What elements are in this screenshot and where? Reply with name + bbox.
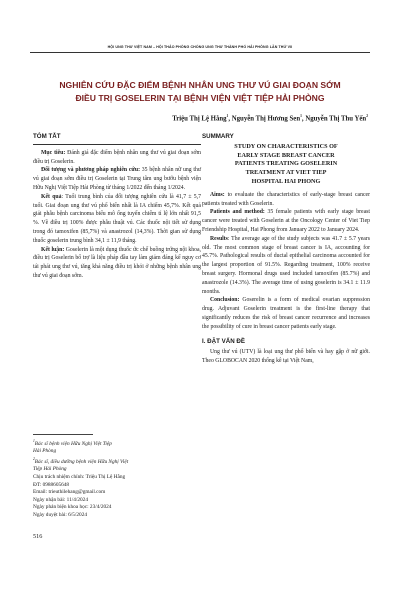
abstract-conclusion	[33, 246, 201, 281]
results-label: Results	[210, 235, 228, 242]
affiliation-1	[33, 438, 201, 448]
aims-text: to evaluate the characteristics of early-stage breast cancer patients treated with Goselerin.	[202, 191, 370, 207]
aims-label: Aims:	[210, 191, 225, 198]
conclusion-label: Kết luận:	[41, 246, 65, 253]
results-text: : Tuổi trung bình của đối tượng nghiên cứu là 41,7 ± 5,7 tuổi. Giai đoạn ung thư vú phổ biến nhất là IA chiếm 45,7%. Kết quả giải phẫu bệnh carcinoma biểu mô ống tuyến chiếm tỉ lệ lớn nhất 91,5 %. Về điều trị 100% được phẫu thuật vú. Các thuốc nội tiết sử dụng trong đó tamoxifen (85,7%) và anastrozol (14,3%). Thời gian sử dụng thuốc goselerin trung bình 34,1 ± 11,9 tháng.	[33, 193, 201, 244]
summary-conclusion	[202, 296, 370, 331]
aim-text: Đánh giá đặc điểm bệnh nhân ung thư vú giai đoạn sớm điều trị Goselerin.	[33, 149, 201, 165]
author-list: Triệu Thị Lệ Hằng$^1$, Nguyễn Thị Hương Sen$^1$, Nguyễn Thị Thu Yến$^2$	[172, 114, 368, 123]
abstract-results	[33, 193, 201, 246]
results-text: : The average age of the study subjects was 41.7 ± 5.7 years old. The most common stage of breast cancer is IA, accounting for 45.7%. Pathological results of ductal epithelial carcinoma accounted for the largest proportion of 91.5%. Regarding treatment, 100% receive breast surgery. Hormonal drugs used included tamoxifen (85.7%) and anastrozole (14.3%). The average time of using goselerin is 34.1 ± 11.9 months.	[202, 235, 370, 295]
method-text: 35 bệnh nhân nữ ung thư vú giai đoạn sớm điều trị Goselerin tại Trung tâm ung bướu bệnh viện Hữu Nghị Việt Tiệp Hải Phòng từ tháng 1/2022 đến tháng 1/2024.	[33, 167, 201, 191]
author-affiliation-mark: 1	[300, 114, 302, 118]
summary-method	[202, 208, 370, 234]
page-number: 516	[33, 533, 43, 540]
results-label: Kết quả	[41, 193, 62, 200]
english-title-line: TREATMENT AT VIET TIEP	[245, 169, 327, 177]
author-name: Nguyễn Thị Hương Sen	[231, 115, 301, 123]
affiliation-1-cont: Hải Phòng	[33, 448, 57, 455]
affiliation-mark: 1	[33, 439, 35, 443]
abstract-aim	[33, 149, 201, 167]
affiliation-2-cont: Tiệp Hải Phòng	[33, 466, 67, 473]
english-title	[202, 143, 370, 187]
introduction-text: Ung thư vú (UTV) là loại ung thư phổ biến và hay gặp ở nữ giới. Theo GLOBOCAN 2020 thống kê tại Việt Nam,	[202, 349, 370, 365]
conclusion-label: Conclusion:	[210, 297, 240, 304]
title-line-1: NGHIÊN CỨU ĐẶC ĐIỂM BỆNH NHÂN UNG THƯ VÚ GIAI ĐOẠN SỚM	[59, 80, 341, 90]
affiliation-2-text: Bác sĩ, điều dưỡng bệnh viện Hữu Nghị Việt	[34, 458, 129, 465]
method-text: 35 female patients with early stage breast cancer were treated with Goselerin at the Oncology Center of Viet Tiep Friendship Hospital, Hai Phong from January 2022 to January 2024.	[202, 209, 370, 233]
introduction-heading: I. ĐẶT VẤN ĐỀ	[202, 337, 245, 345]
conclusion-text: Goselerin là một dụng thuốc ức chế buồng trứng nội khoa, điều trị Goselerin bổ trợ là liệu pháp đầu tay làm giảm đáng kể nguy cơ tái phát ung thư vú, tăng khả năng điều trị khỏi ở những bệnh nhân ung thư vú giai đoạn sớm.	[33, 246, 201, 279]
summary-heading: SUMMARY	[202, 133, 234, 140]
affiliation-2	[33, 456, 201, 466]
left-column	[33, 133, 201, 281]
date-reviewed: Ngày phản biện khoa học: 23/4/2024	[33, 504, 112, 511]
date-accepted: Ngày duyệt bài: 6/5/2024	[33, 511, 87, 518]
author-name: Triệu Thị Lệ Hằng	[172, 115, 227, 123]
running-header: HỘI UNG THƯ VIỆT NAM – HỘI THẢO PHÒNG CHỐNG UNG THƯ THÀNH PHỐ HẢI PHÒNG LẦN THỨ VII	[107, 45, 293, 49]
english-title-line: HOSPITAL HAI PHONG	[251, 177, 321, 185]
date-received: Ngày nhận bài: 11/4/2024	[33, 496, 88, 503]
footnote-divider	[33, 434, 93, 435]
english-title-line: PATIENTS TREATING GOSELERIN	[234, 160, 338, 168]
method-label: Đối tượng và phương pháp nghiên cứu:	[41, 167, 140, 174]
summary-results	[202, 235, 370, 297]
author-affiliation-mark: 2	[366, 114, 368, 118]
english-title-line: EARLY STAGE BREAST CANCER	[237, 151, 335, 159]
footnotes	[33, 434, 201, 519]
affiliation-mark: 2	[33, 456, 35, 461]
method-label: Patients and method:	[210, 209, 265, 216]
phone-number: ĐT: 0988605648	[33, 481, 70, 488]
paper-title	[40, 79, 360, 104]
abstract-method	[33, 166, 201, 192]
author-name: Nguyễn Thị Thu Yến	[305, 115, 367, 123]
abstract-heading: TÓM TẮT	[33, 133, 61, 140]
abstract-divider	[33, 144, 201, 145]
right-column	[202, 133, 370, 366]
corresponding-author: Chịu trách nhiệm chính: Triệu Thị Lệ Hằng	[33, 473, 126, 480]
summary-aims	[202, 191, 370, 209]
conclusion-text: Goserelin is a form of medical ovarian suppression drug. Adjuvant Goselerin treatment is the first-line therapy that significantly reduces the risk of breast cancer recurrence and increases the possibility of cure in breast cancer patients early stage.	[202, 297, 370, 330]
title-line-2: ĐIỀU TRỊ GOSELERIN TẠI BỆNH VIỆN VIỆT TIỆP HẢI PHÒNG	[75, 92, 325, 103]
affiliation-1-text: Bác sĩ bệnh viện Hữu Nghị Việt Tiệp	[34, 440, 112, 447]
aim-label: Mục tiêu:	[41, 149, 66, 156]
email-address: Email: trieuthilehang@gmail.com	[33, 489, 106, 496]
author-affiliation-mark: 1	[226, 114, 229, 118]
english-title-line: STUDY ON CHARACTERISTICS OF	[234, 142, 338, 150]
introduction-section	[202, 338, 370, 366]
header-divider	[30, 52, 370, 53]
